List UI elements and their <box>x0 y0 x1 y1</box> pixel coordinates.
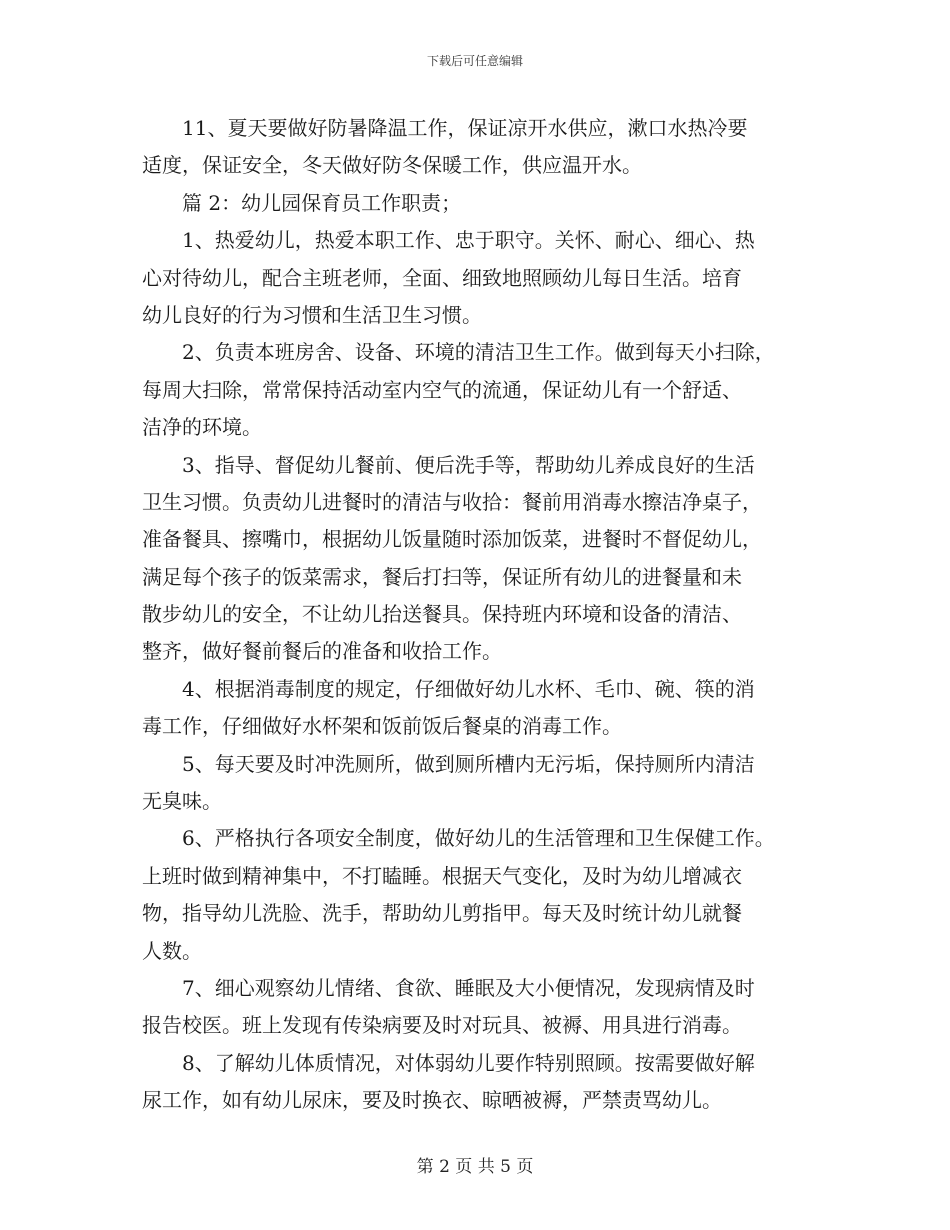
text-line: 2、负责本班房舍、设备、环境的清洁卫生工作。做到每天小扫除， <box>182 340 775 365</box>
text-line: 无臭味。 <box>142 789 222 814</box>
text-line: 人数。 <box>142 938 202 963</box>
text-line: 心对待幼儿，配合主班老师，全面、细致地照顾幼儿每日生活。培育 <box>142 265 742 290</box>
text-line: 毒工作，仔细做好水杯架和饭前饭后餐桌的消毒工作。 <box>142 714 622 739</box>
text-line: 5、每天要及时冲洗厕所，做到厕所槽内无污垢，保持厕所内清洁 <box>182 751 755 776</box>
text-line: 散步幼儿的安全，不让幼儿抬送餐具。保持班内环境和设备的清洁、 <box>142 602 742 627</box>
text-line: 洁净的环境。 <box>142 415 262 440</box>
text-line: 尿工作，如有幼儿尿床，要及时换衣、晾晒被褥，严禁责骂幼儿。 <box>142 1088 722 1113</box>
text-line: 每周大扫除，常常保持活动室内空气的流通，保证幼儿有一个舒适、 <box>142 377 742 402</box>
text-line: 7、细心观察幼儿情绪、食欲、睡眠及大小便情况，发现病情及时 <box>182 975 755 1000</box>
text-line: 幼儿良好的行为习惯和生活卫生习惯。 <box>142 302 482 327</box>
text-line: 11、夏天要做好防暑降温工作，保证凉开水供应，漱口水热冷要 <box>182 116 748 140</box>
text-line: 报告校医。班上发现有传染病要及时对玩具、被褥、用具进行消毒。 <box>142 1013 742 1038</box>
text-line: 4、根据消毒制度的规定，仔细做好幼儿水杯、毛巾、碗、筷的消 <box>182 676 755 701</box>
text-line: 8、了解幼儿体质情况，对体弱幼儿要作特别照顾。按需要做好解 <box>182 1050 755 1075</box>
text-line: 1、热爱幼儿，热爱本职工作、忠于职守。关怀、耐心、细心、热 <box>182 228 755 253</box>
text-line: 6、严格执行各项安全制度，做好幼儿的生活管理和卫生保健工作。 <box>182 826 775 851</box>
text-line: 卫生习惯。负责幼儿进餐时的清洁与收拾：餐前用消毒水擦洁净桌子， <box>142 489 762 514</box>
text-line: 篇 2：幼儿园保育员工作职责； <box>182 190 462 215</box>
text-line: 上班时做到精神集中，不打瞌睡。根据天气变化，及时为幼儿增减衣 <box>142 863 742 888</box>
text-line: 物，指导幼儿洗脸、洗手，帮助幼儿剪指甲。每天及时统计幼儿就餐 <box>142 901 742 926</box>
page-header-note: 下载后可任意编辑 <box>426 54 523 68</box>
page-number-footer: 第 2 页 共 5 页 <box>416 1157 534 1177</box>
text-line: 3、指导、督促幼儿餐前、便后洗手等，帮助幼儿养成良好的生活 <box>182 452 755 477</box>
text-line: 准备餐具、擦嘴巾，根据幼儿饭量随时添加饭菜，进餐时不督促幼儿， <box>142 527 762 552</box>
text-line: 满足每个孩子的饭菜需求，餐后打扫等，保证所有幼儿的进餐量和未 <box>142 564 742 589</box>
document-body <box>142 110 810 1120</box>
text-line: 适度，保证安全，冬天做好防冬保暖工作，供应温开水。 <box>142 153 642 178</box>
text-line: 整齐，做好餐前餐后的准备和收拾工作。 <box>142 639 502 664</box>
